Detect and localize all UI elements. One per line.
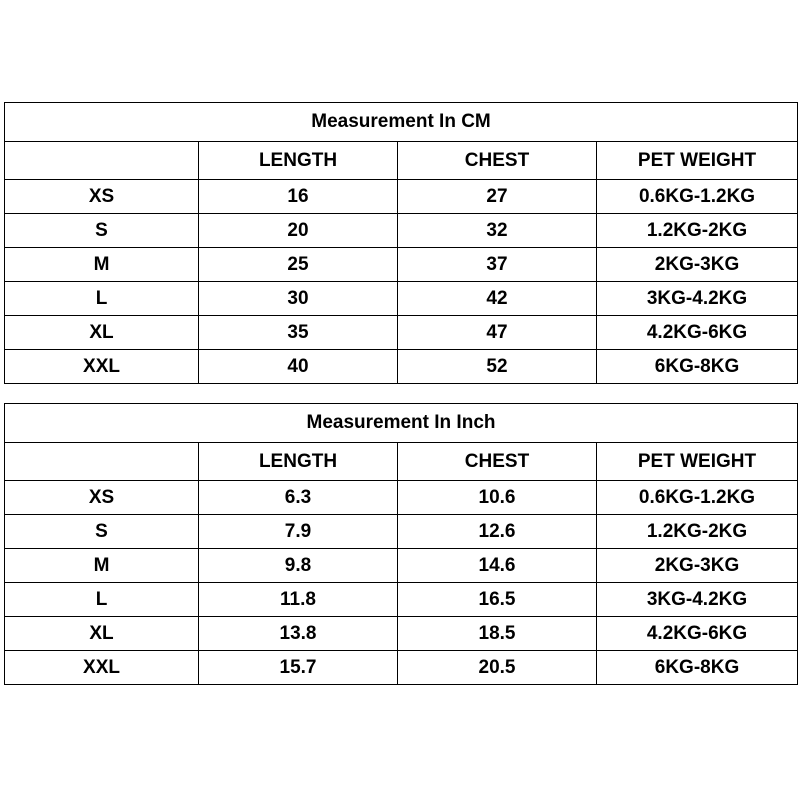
table-cell: 25 — [199, 248, 398, 282]
table-cell: 27 — [398, 180, 597, 214]
header-row — [5, 142, 798, 180]
table-cell: 32 — [398, 214, 597, 248]
column-header-length: LENGTH — [199, 142, 398, 180]
table-cell: 1.2KG-2KG — [597, 214, 798, 248]
size-label-cell: S — [5, 515, 199, 549]
table-cell: 14.6 — [398, 549, 597, 583]
table-body — [5, 180, 798, 384]
table-cell: 0.6KG-1.2KG — [597, 180, 798, 214]
table-row — [5, 481, 798, 515]
table-cell: 20.5 — [398, 651, 597, 685]
header-row — [5, 443, 798, 481]
table-cell: 10.6 — [398, 481, 597, 515]
size-label-cell: XL — [5, 617, 199, 651]
size-label-cell: L — [5, 282, 199, 316]
table-cell: 6KG-8KG — [597, 651, 798, 685]
table-cell: 1.2KG-2KG — [597, 515, 798, 549]
table-row — [5, 549, 798, 583]
table-cell: 6KG-8KG — [597, 350, 798, 384]
size-label-cell: XXL — [5, 350, 199, 384]
table-title: Measurement In CM — [5, 103, 798, 142]
size-label-cell: S — [5, 214, 199, 248]
size-label-cell: M — [5, 248, 199, 282]
table-cell: 42 — [398, 282, 597, 316]
table-row — [5, 180, 798, 214]
table-row — [5, 316, 798, 350]
table-row — [5, 651, 798, 685]
table-row — [5, 583, 798, 617]
table-cell: 16.5 — [398, 583, 597, 617]
size-label-cell: XS — [5, 180, 199, 214]
table-cell: 9.8 — [199, 549, 398, 583]
table-cell: 0.6KG-1.2KG — [597, 481, 798, 515]
size-label-cell: XS — [5, 481, 199, 515]
table-cell: 18.5 — [398, 617, 597, 651]
table-cell: 40 — [199, 350, 398, 384]
table-cell: 2KG-3KG — [597, 549, 798, 583]
table-cell: 7.9 — [199, 515, 398, 549]
table-cell: 20 — [199, 214, 398, 248]
table-cell: 47 — [398, 316, 597, 350]
table-cell: 11.8 — [199, 583, 398, 617]
table-cell: 15.7 — [199, 651, 398, 685]
table-cell: 4.2KG-6KG — [597, 316, 798, 350]
size-table-inch — [4, 403, 798, 685]
table-cell: 16 — [199, 180, 398, 214]
column-header — [5, 142, 199, 180]
column-header-length: LENGTH — [199, 443, 398, 481]
size-label-cell: XXL — [5, 651, 199, 685]
table-body — [5, 481, 798, 685]
column-header-chest: CHEST — [398, 142, 597, 180]
table-cell: 2KG-3KG — [597, 248, 798, 282]
table-row — [5, 617, 798, 651]
table-cell: 3KG-4.2KG — [597, 583, 798, 617]
size-label-cell: M — [5, 549, 199, 583]
table-cell: 52 — [398, 350, 597, 384]
column-header-pet-weight: PET WEIGHT — [597, 142, 798, 180]
table-row — [5, 248, 798, 282]
size-table-cm — [4, 102, 798, 384]
table-cell: 30 — [199, 282, 398, 316]
table-row — [5, 282, 798, 316]
table-cell: 13.8 — [199, 617, 398, 651]
table-title: Measurement In Inch — [5, 404, 798, 443]
table-cell: 12.6 — [398, 515, 597, 549]
column-header-chest: CHEST — [398, 443, 597, 481]
table-cell: 35 — [199, 316, 398, 350]
table-row — [5, 214, 798, 248]
table-cell: 3KG-4.2KG — [597, 282, 798, 316]
table-cell: 4.2KG-6KG — [597, 617, 798, 651]
size-label-cell: XL — [5, 316, 199, 350]
table-row — [5, 515, 798, 549]
table-cell: 6.3 — [199, 481, 398, 515]
size-label-cell: L — [5, 583, 199, 617]
column-header — [5, 443, 199, 481]
table-row — [5, 350, 798, 384]
table-cell: 37 — [398, 248, 597, 282]
column-header-pet-weight: PET WEIGHT — [597, 443, 798, 481]
